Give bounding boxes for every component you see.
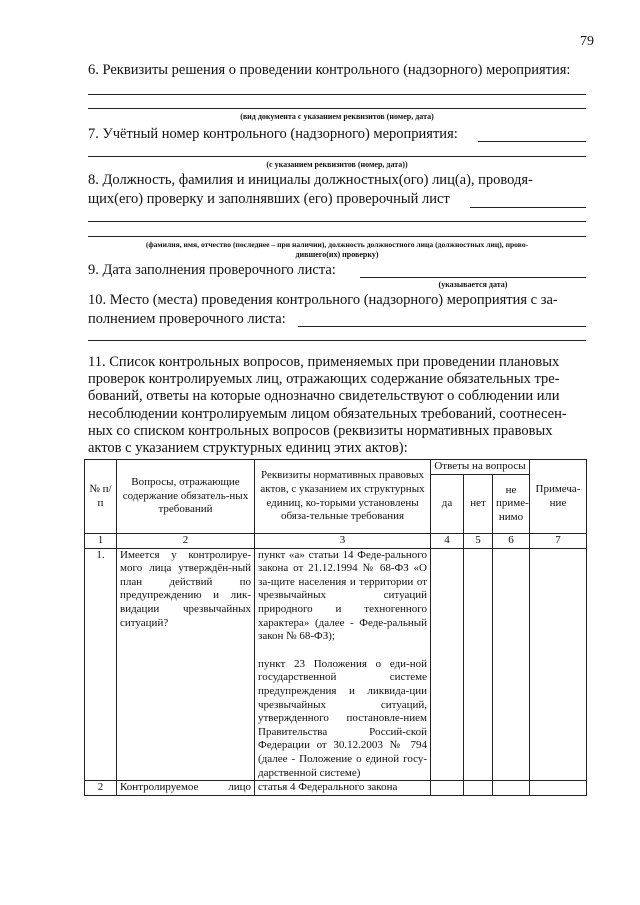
item10-line2: полнением проверочного листа:: [88, 311, 286, 327]
item9-label: 9. Дата заполнения проверочного листа:: [88, 262, 336, 278]
item6-label: 6. Реквизиты решения о проведении контрольного (надзорного) мероприятия:: [88, 62, 571, 78]
column-number: 3: [255, 534, 431, 549]
header-requisites: Реквизиты нормативных правовых актов, с указанием их структурных единиц, ко-торыми установлены обяза-тельные требования: [255, 460, 431, 534]
item7-caption: (с указанием реквизитов (номер, дата)): [266, 160, 408, 169]
header-questions: Вопросы, отражающие содержание обязатель-ных требований: [117, 460, 255, 534]
answer-not-applicable-cell[interactable]: [493, 781, 530, 796]
item11-paragraph: [88, 354, 586, 457]
header-num: № п/п: [85, 460, 117, 534]
item11-line: бований, ответы на которые однозначно свидетельствуют о соблюдении или: [88, 388, 560, 405]
item7-label: 7. Учётный номер контрольного (надзорного) мероприятия:: [88, 126, 458, 142]
answer-yes-cell[interactable]: [431, 548, 464, 781]
item6-fill-line-1: [88, 94, 586, 95]
row-number: 2: [85, 781, 117, 796]
item11-line: 11. Список контрольных вопросов, применяемых при проведении плановых: [88, 354, 560, 370]
item7-fill-line-2: [88, 156, 586, 157]
requisite-text: пункт «а» статьи 14 Феде-рального закона от 21.12.1994 № 68-ФЗ «О за-щите населения и территории от чрезвычайных ситуаций природного и техногенного характера» (далее - Феде-ральный закон № 68-ФЗ);: [258, 548, 427, 643]
header-no: нет: [464, 475, 493, 534]
item10-fill-line-1: [298, 326, 586, 327]
row-number: 1.: [85, 548, 117, 781]
item10-fill-line-2: [88, 340, 586, 341]
column-number: 5: [464, 534, 493, 549]
item11-line: несоблюдении контролируемым лицом обязательных требований, соотнесен-: [88, 405, 567, 422]
header-yes: да: [431, 475, 464, 534]
item6-fill-line-2: [88, 108, 586, 109]
column-numbers-row: [85, 534, 587, 549]
page-number: 79: [580, 34, 594, 49]
note-cell[interactable]: [530, 781, 587, 796]
item8-fill-line-3: [88, 236, 586, 237]
checklist-table: [84, 459, 587, 796]
column-number: 4: [431, 534, 464, 549]
answer-yes-cell[interactable]: [431, 781, 464, 796]
item8-caption-line1: (фамилия, имя, отчество (последнее – при наличии), должность должностного лица (должностных лиц), прово-: [145, 240, 529, 249]
item8-fill-line-1: [470, 207, 586, 208]
row-requisites: статья 4 Федерального закона: [255, 781, 431, 796]
item8-caption-line2: дившего(их) проверку): [295, 250, 379, 259]
row-question: Имеется у контролируе-мого лица утверждён-ный план действий по предупреждению и лик-видации чрезвычайных ситуаций?: [117, 548, 255, 781]
header-answers: Ответы на вопросы: [431, 460, 530, 475]
table-row: [85, 548, 587, 781]
item6-caption: (вид документа с указанием реквизитов (номер, дата): [240, 112, 434, 121]
column-number: 6: [493, 534, 530, 549]
item11-line: ных со списком контрольных вопросов (реквизиты нормативных правовых: [88, 422, 553, 439]
column-number: 2: [117, 534, 255, 549]
answer-no-cell[interactable]: [464, 548, 493, 781]
requisite-text: пункт 23 Положения о еди-ной государственной системе предупреждения и ликвида-ции чрезвычайных ситуаций, утвержденного постановле-нием Правительства Россий-ской Федерации от 30.12.2003 № 794 (далее - Положение о единой госу-дарственной системе): [258, 657, 427, 779]
item10-line1: 10. Место (места) проведения контрольного (надзорного) мероприятия с за-: [88, 292, 558, 308]
item7-fill-line-1: [478, 141, 586, 142]
column-number: 1: [85, 534, 117, 549]
header-notes: Примеча-ние: [530, 460, 587, 534]
item9-caption: (указывается дата): [438, 280, 508, 289]
note-cell[interactable]: [530, 548, 587, 781]
answer-not-applicable-cell[interactable]: [493, 548, 530, 781]
column-number: 7: [530, 534, 587, 549]
item9-fill-line: [360, 277, 586, 278]
item11-line: проверок контролируемых лиц, отражающих содержание обязательных тре-: [88, 371, 560, 388]
row-question: Контролируемое лицо: [117, 781, 255, 796]
item8-fill-line-2: [88, 221, 586, 222]
item8-line1: 8. Должность, фамилия и инициалы должностных(ого) лиц(а), проводя-: [88, 172, 533, 188]
table-row: [85, 781, 587, 796]
header-not-applicable: не приме-нимо: [493, 475, 530, 534]
row-requisites: [255, 548, 431, 781]
answer-no-cell[interactable]: [464, 781, 493, 796]
requisite-gap: [258, 644, 427, 658]
item11-line: актов с указанием структурных единиц этих актов):: [88, 440, 408, 457]
item8-line2: щих(его) проверку и заполнявших (его) проверочный лист: [88, 191, 450, 207]
